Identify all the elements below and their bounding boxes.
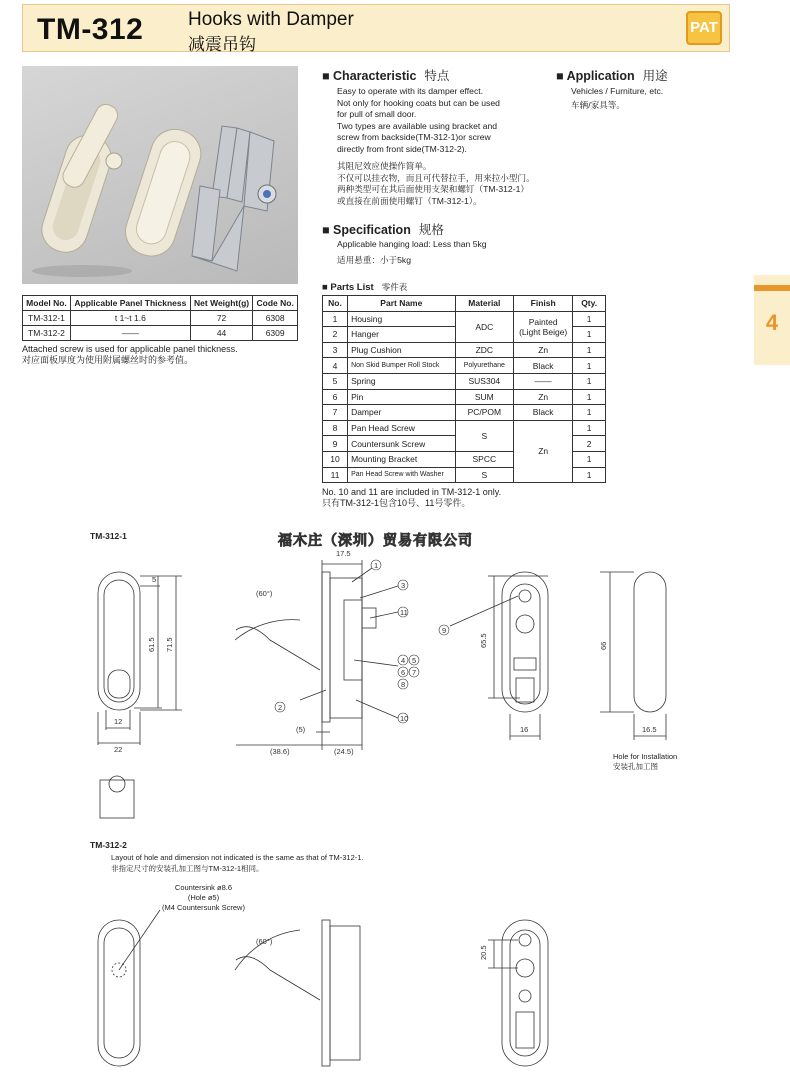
cell-no: 6 xyxy=(323,389,348,405)
text-line: 两种类型可在其后面使用支架和螺钉（TM-312-1） xyxy=(337,184,529,194)
hanger-swing xyxy=(236,627,320,670)
cell: TM-312-1 xyxy=(23,311,71,326)
page-header xyxy=(22,4,730,52)
callout-10: 10 xyxy=(400,714,409,723)
finish-line: (Light Beige) xyxy=(519,326,568,337)
application-title: Application xyxy=(566,69,635,83)
parts-list-heading: ■ Parts List 零件表 xyxy=(322,282,408,293)
cell-name: Plug Cushion xyxy=(348,342,456,358)
header-material: Material xyxy=(455,296,513,312)
page-tab-bar xyxy=(754,285,790,291)
header-qty: Qty. xyxy=(573,296,606,312)
cell-no: 2 xyxy=(323,327,348,343)
cell-name: Hanger xyxy=(348,327,456,343)
cell: TM-312-2 xyxy=(23,326,71,341)
hole-label xyxy=(613,752,677,772)
panel-plate xyxy=(322,920,330,1066)
application-title-zh: 用途 xyxy=(642,69,668,83)
callout-5: 5 xyxy=(412,656,417,665)
cell: 72 xyxy=(190,311,253,326)
cell-no: 9 xyxy=(323,436,348,452)
drawing2-note-en: Layout of hole and dimension not indicated is the same as that of TM-312-1. xyxy=(111,853,364,862)
dim-16-5: 16.5 xyxy=(642,725,657,734)
cell-no: 4 xyxy=(323,358,348,374)
cell-name: Countersunk Screw xyxy=(348,436,456,452)
cell-no: 11 xyxy=(323,467,348,483)
cell-qty: 1 xyxy=(573,405,606,421)
drawing2-svg xyxy=(0,900,790,1075)
header-net-weight: Net Weight(g) xyxy=(190,296,253,311)
parts-list-title: Parts List xyxy=(330,282,374,293)
title-english: Hooks with Damper xyxy=(188,9,354,30)
text-line: Not only for hooking coats but can be used xyxy=(337,97,500,108)
cell: —— xyxy=(70,326,190,341)
dim-5: 5 xyxy=(152,575,157,584)
callout-8: 8 xyxy=(401,680,406,689)
header-no: No. xyxy=(323,296,348,312)
rear-view-outer xyxy=(502,572,548,712)
hole-diameter: (Hole ø5) xyxy=(187,893,220,902)
callout-3: 3 xyxy=(401,581,406,590)
dim-24-5: (24.5) xyxy=(334,747,354,756)
header-part-name: Part Name xyxy=(348,296,456,312)
cell-qty: 2 xyxy=(573,436,606,452)
text-line: Two types are available using bracket and xyxy=(337,120,498,131)
cell-no: 3 xyxy=(323,342,348,358)
table-row xyxy=(323,420,606,436)
callout-7: 7 xyxy=(412,668,417,677)
screw-side xyxy=(362,608,376,628)
cell-finish: Black xyxy=(514,358,573,374)
text-line: directly from front side(TM-312-2). xyxy=(337,143,467,154)
hole-label-zh: 安装孔加工图 xyxy=(613,762,658,771)
product-photo xyxy=(22,66,298,284)
characteristic-heading: ■ Characteristic 特点 xyxy=(322,69,450,83)
dim-20-5: 20.5 xyxy=(479,945,488,960)
cell-name: Pan Head Screw with Washer xyxy=(348,467,456,483)
text-line: screw from backside(TM-312-1)or screw xyxy=(337,132,491,142)
callout-2: 2 xyxy=(278,703,283,712)
cell: t 1~t 1.6 xyxy=(70,311,190,326)
dim-66: 66 xyxy=(599,641,608,650)
text-line: 或直接在前面使用螺钉（TM-312-1）。 xyxy=(337,195,482,206)
plug-head xyxy=(109,776,125,792)
callout-4: 4 xyxy=(401,656,406,665)
header-finish: Finish xyxy=(514,296,573,312)
cell-name: Mounting Bracket xyxy=(348,451,456,467)
dim-60-deg: (60°) xyxy=(256,589,273,598)
model-spec-table xyxy=(22,295,298,341)
cell-no: 5 xyxy=(323,373,348,389)
bracket-slot xyxy=(514,658,536,670)
cell-material: SPCC xyxy=(455,451,513,467)
housing-side xyxy=(330,578,362,718)
watermark: 福木庄（深圳）贸易有限公司 xyxy=(278,532,473,548)
cell-qty: 1 xyxy=(573,451,606,467)
dim-22: 22 xyxy=(114,745,123,754)
cell-material: ADC xyxy=(455,311,513,342)
parts-list-title-zh: 零件表 xyxy=(381,282,408,292)
cell-qty: 1 xyxy=(573,342,606,358)
specification-title-zh: 规格 xyxy=(418,223,444,237)
table-header-row xyxy=(23,296,298,311)
patent-badge: PAT xyxy=(686,11,722,45)
text-line: 其阻尼效应使操作简单。 xyxy=(337,161,432,171)
dim-12: 12 xyxy=(114,717,123,726)
installation-hole xyxy=(634,572,666,712)
front-view-inner xyxy=(104,580,134,702)
screw-type: (M4 Countersunk Screw) xyxy=(162,903,245,912)
cell-name: Non Skid Bumper Roll Stock xyxy=(348,358,456,374)
cell-material: SUS304 xyxy=(455,373,513,389)
cell-finish: Zn xyxy=(514,420,573,482)
parts-note-en: No. 10 and 11 are included in TM-312-1 only. xyxy=(322,487,502,497)
cell: 44 xyxy=(190,326,253,341)
countersink-diameter: Countersink ø8.6 xyxy=(174,883,233,892)
cell-qty: 1 xyxy=(573,311,606,327)
cell-material: S xyxy=(455,420,513,451)
cell-qty: 1 xyxy=(573,420,606,436)
callout-6: 6 xyxy=(401,668,406,677)
spec-note-en: Attached screw is used for applicable panel thickness. xyxy=(22,344,238,354)
cell: 6309 xyxy=(253,326,298,341)
dim-5-paren: (5) xyxy=(296,725,306,734)
rear-view-inner xyxy=(510,930,540,1056)
plug-outline xyxy=(100,780,134,818)
drawing2-note-zh: 非指定尺寸的安装孔加工图与TM-312-1相同。 xyxy=(111,863,264,873)
cell-qty: 1 xyxy=(573,467,606,483)
cell-material: PC/POM xyxy=(455,405,513,421)
cell-finish: —— xyxy=(514,373,573,389)
cell: 6308 xyxy=(253,311,298,326)
dim-71-5: 71.5 xyxy=(165,637,174,652)
callout-1: 1 xyxy=(374,561,379,570)
parts-note-zh: 只有TM-312-1包含10号、11号零件。 xyxy=(322,498,471,508)
cell-name: Pan Head Screw xyxy=(348,420,456,436)
header-model-no: Model No. xyxy=(23,296,71,311)
spec-note-zh: 对应面板厚度为使用附属螺丝时的参考值。 xyxy=(22,355,194,365)
drawing1-svg xyxy=(0,540,790,830)
bracket-lower xyxy=(516,678,534,702)
rear-view-outer xyxy=(502,920,548,1066)
cell-material: ZDC xyxy=(455,342,513,358)
front-view-inner xyxy=(104,928,134,1058)
cell-finish xyxy=(514,311,573,342)
callout-9: 9 xyxy=(442,626,447,635)
text-line: Easy to operate with its damper effect. xyxy=(337,86,484,96)
table-row xyxy=(23,311,298,326)
cell-name: Damper xyxy=(348,405,456,421)
table-row xyxy=(323,389,606,405)
finish-line: Painted xyxy=(528,316,558,327)
cell-finish: Zn xyxy=(514,389,573,405)
specification-text-en: Applicable hanging load: Less than 5kg xyxy=(337,239,487,249)
cell-qty: 1 xyxy=(573,358,606,374)
cell-qty: 1 xyxy=(573,373,606,389)
rotation-arc xyxy=(235,930,300,970)
table-row xyxy=(323,358,606,374)
drawing1-label: TM-312-1 xyxy=(90,531,127,541)
cell-finish: Black xyxy=(514,405,573,421)
hole-label-en: Hole for Installation xyxy=(613,752,678,761)
cell-finish: Zn xyxy=(514,342,573,358)
cell-no: 1 xyxy=(323,311,348,327)
housing-side xyxy=(330,926,360,1060)
header-code-no: Code No. xyxy=(253,296,298,311)
cell-name: Housing xyxy=(348,311,456,327)
table-row xyxy=(323,405,606,421)
cell-qty: 1 xyxy=(573,327,606,343)
dim-16: 16 xyxy=(520,725,529,734)
application-text-en: Vehicles / Furniture, etc. xyxy=(571,86,664,96)
drawing2-label: TM-312-2 xyxy=(90,840,127,850)
text-line: for pull of small door. xyxy=(337,109,417,119)
characteristic-text-zh xyxy=(337,161,535,207)
header-panel-thickness: Applicable Panel Thickness xyxy=(70,296,190,311)
characteristic-title-zh: 特点 xyxy=(424,69,450,83)
parts-list-table xyxy=(322,295,606,483)
specification-text-zh: 适用悬重：小于5kg xyxy=(337,255,412,265)
specification-title: Specification xyxy=(333,223,411,237)
specification-heading: ■ Specification 规格 xyxy=(322,223,444,237)
characteristic-title: Characteristic xyxy=(333,69,417,83)
cell-name: Spring xyxy=(348,373,456,389)
center-hole xyxy=(516,615,534,633)
cell-no: 7 xyxy=(323,405,348,421)
table-row xyxy=(23,326,298,341)
damper-block xyxy=(344,600,362,680)
characteristic-text-en xyxy=(337,86,500,155)
cell-material: S xyxy=(455,467,513,483)
dim-61-5: 61.5 xyxy=(147,637,156,652)
table-row xyxy=(323,311,606,327)
screw-hole-top xyxy=(519,590,531,602)
table-header-row xyxy=(323,296,606,312)
cell-no: 10 xyxy=(323,451,348,467)
dim-17-5: 17.5 xyxy=(336,549,351,558)
text-line: 不仅可以挂衣物，而且可代替拉手，用来拉小型门。 xyxy=(337,172,535,183)
cell-material: Polyurethane xyxy=(455,358,513,374)
dim-38-6: (38.6) xyxy=(270,747,290,756)
dim-60-deg: (60°) xyxy=(256,937,273,946)
title-chinese: 减震吊钩 xyxy=(188,35,256,54)
drawing2-note xyxy=(111,853,364,874)
dim-65-5: 65.5 xyxy=(479,633,488,648)
cell-material: SUM xyxy=(455,389,513,405)
callout-11: 11 xyxy=(400,608,408,617)
rotation-arc xyxy=(235,620,300,640)
cell-qty: 1 xyxy=(573,389,606,405)
table-row xyxy=(323,373,606,389)
application-heading: ■ Application 用途 xyxy=(556,69,668,83)
table-row xyxy=(323,342,606,358)
cell-no: 8 xyxy=(323,420,348,436)
model-number: TM-312 xyxy=(37,13,144,46)
cell-name: Pin xyxy=(348,389,456,405)
front-view-handle xyxy=(108,670,130,698)
page-tab-number: 4 xyxy=(765,310,779,335)
application-text-zh: 车辆/家具等。 xyxy=(571,100,625,110)
panel-plate xyxy=(322,572,330,722)
